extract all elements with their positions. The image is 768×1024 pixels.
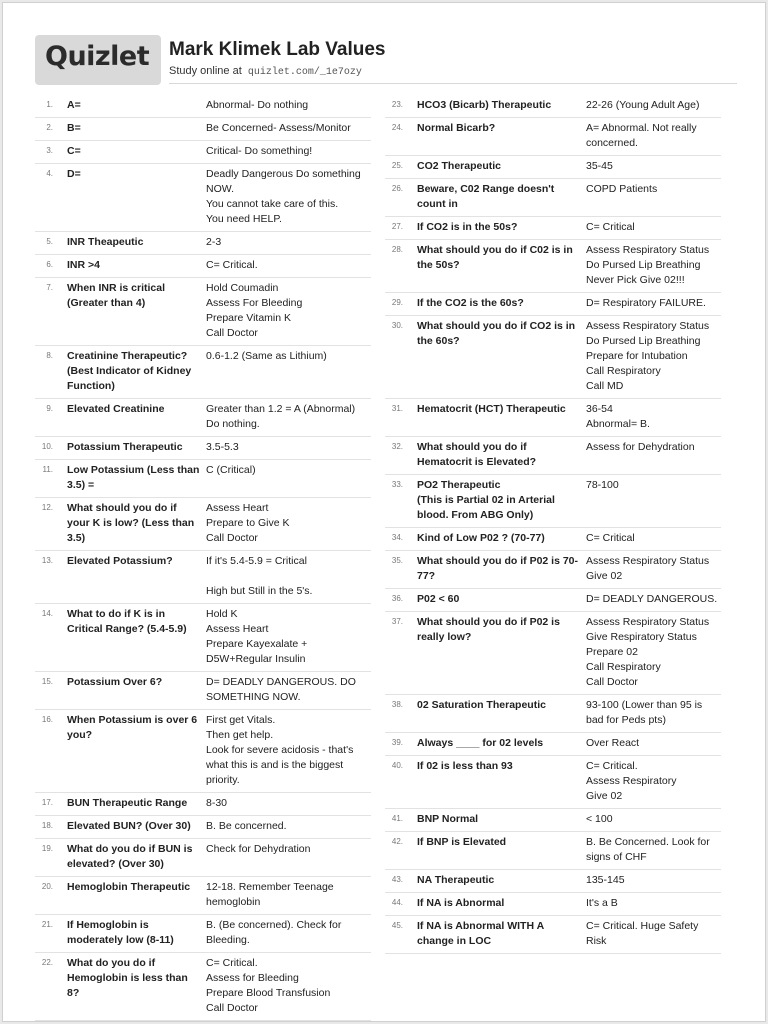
definition-text: 2-3: [206, 236, 222, 248]
term-text: What should you do if CO2 is in the 60s?: [417, 320, 576, 347]
term-text: Potassium Over 6?: [67, 676, 163, 688]
term-text: Potassium Therapeutic: [67, 441, 183, 453]
definition-text: Assess Respiratory Status Give 02: [586, 555, 710, 582]
definition-text: Critical- Do something!: [206, 145, 313, 157]
term-number: 17.: [41, 798, 53, 807]
study-url-link[interactable]: quizlet.com/_1e7ozy: [247, 67, 362, 78]
term-text: Kind of Low P02 ? (70-77): [417, 532, 545, 544]
term-row: [385, 217, 721, 240]
term-number: 4.: [46, 169, 53, 178]
term-number: 3.: [46, 146, 53, 155]
term-text: HCO3 (Bicarb) Therapeutic: [417, 99, 552, 111]
definition-text: Hold K Assess Heart Prepare Kayexalate + D5W+Regular Insulin: [206, 608, 308, 665]
term-text: What should you do if Hematocrit is Elevated?: [417, 441, 537, 468]
term-text: Hemoglobin Therapeutic: [67, 881, 191, 893]
term-row: [35, 399, 371, 437]
term-text: Creatinine Therapeutic? (Best Indicator of Kidney Function): [67, 350, 192, 392]
term-number: 6.: [46, 260, 53, 269]
term-text: What to do if K is in Critical Range? (5.4-5.9): [67, 608, 187, 635]
definition-text: A= Abnormal. Not really concerned.: [586, 122, 697, 149]
definition-text: C= Critical: [586, 532, 635, 544]
definition-text: 36-54 Abnormal= B.: [586, 403, 650, 430]
definition-text: < 100: [586, 813, 613, 825]
term-text: If Hemoglobin is moderately low (8-11): [67, 919, 174, 946]
definition-text: C= Critical: [586, 221, 635, 233]
term-text: Beware, C02 Range doesn't count in: [417, 183, 555, 210]
term-number: 32.: [391, 442, 403, 451]
term-text: 02 Saturation Therapeutic: [417, 699, 546, 711]
study-sheet: [2, 2, 766, 1022]
term-number: 29.: [391, 298, 403, 307]
term-row: [385, 916, 721, 954]
term-text: CO2 Therapeutic: [417, 160, 502, 172]
term-number: 33.: [391, 480, 403, 489]
term-row: [385, 551, 721, 589]
definition-text: If it's 5.4-5.9 = Critical High but Still in the 5's.: [206, 555, 313, 597]
term-row: [35, 118, 371, 141]
term-number: 25.: [391, 161, 403, 170]
term-row: [35, 915, 371, 953]
term-row: [385, 475, 721, 528]
term-text: When INR is critical (Greater than 4): [67, 282, 166, 309]
term-row: [385, 316, 721, 399]
term-number: 41.: [391, 814, 403, 823]
term-row: [35, 877, 371, 915]
term-text: NA Therapeutic: [417, 874, 495, 886]
term-row: [385, 589, 721, 612]
term-row: [385, 399, 721, 437]
term-row: [385, 156, 721, 179]
definition-text: B. Be Concerned. Look for signs of CHF: [586, 836, 710, 863]
subtitle: [169, 65, 362, 78]
term-number: 45.: [391, 921, 403, 930]
term-text: When Potassium is over 6 you?: [67, 714, 198, 741]
term-text: D=: [67, 168, 81, 180]
term-row: [385, 437, 721, 475]
term-text: What do you do if BUN is elevated? (Over 30): [67, 843, 193, 870]
definition-text: 78-100: [586, 479, 619, 491]
term-row: [385, 95, 721, 118]
subtitle-prefix: Study online at: [169, 65, 242, 77]
term-row: [35, 278, 371, 346]
term-number: 19.: [41, 844, 53, 853]
term-row: [35, 839, 371, 877]
definition-text: Hold Coumadin Assess For Bleeding Prepare Vitamin K Call Doctor: [206, 282, 303, 339]
definition-text: Assess Respiratory Status Give Respiratory Status Prepare 02 Call Respiratory Call Doctor: [586, 616, 710, 688]
term-number: 2.: [46, 123, 53, 132]
definition-text: 0.6-1.2 (Same as Lithium): [206, 350, 327, 362]
definition-text: Check for Dehydration: [206, 843, 311, 855]
term-number: 31.: [391, 404, 403, 413]
definition-text: 93-100 (Lower than 95 is bad for Peds pts): [586, 699, 703, 726]
term-number: 38.: [391, 700, 403, 709]
term-number: 30.: [391, 321, 403, 330]
term-text: What should you do if your K is low? (Less than 3.5): [67, 502, 195, 544]
term-row: [35, 498, 371, 551]
term-text: Elevated Potassium?: [67, 555, 173, 567]
term-text: INR Theapeutic: [67, 236, 144, 248]
definition-text: C (Critical): [206, 464, 256, 476]
definition-text: First get Vitals. Then get help. Look for severe acidosis - that's what this is and is the biggest priority.: [206, 714, 354, 786]
definition-text: C= Critical. Assess Respiratory Give 02: [586, 760, 677, 802]
term-text: Low Potassium (Less than 3.5) =: [67, 464, 200, 491]
term-row: [35, 793, 371, 816]
term-row: [35, 710, 371, 793]
definition-text: Assess for Dehydration: [586, 441, 695, 453]
definition-text: 35-45: [586, 160, 613, 172]
term-text: PO2 Therapeutic (This is Partial 02 in Arterial blood. From ABG Only): [417, 479, 555, 521]
term-number: 43.: [391, 875, 403, 884]
term-text: What should you do if P02 is really low?: [417, 616, 560, 643]
logo-text: Quizlet: [45, 41, 150, 72]
left-column: [35, 95, 371, 1021]
term-row: [385, 179, 721, 217]
term-number: 15.: [41, 677, 53, 686]
term-number: 18.: [41, 821, 53, 830]
term-text: If NA is Abnormal WITH A change in LOC: [417, 920, 544, 947]
term-number: 26.: [391, 184, 403, 193]
definition-text: 8-30: [206, 797, 228, 809]
term-row: [35, 953, 371, 1021]
term-number: 12.: [41, 503, 53, 512]
definition-text: C= Critical. Huge Safety Risk: [586, 920, 699, 947]
term-number: 11.: [42, 465, 53, 474]
term-text: BNP Normal: [417, 813, 479, 825]
term-row: [385, 293, 721, 316]
term-text: What should you do if P02 is 70-77?: [417, 555, 579, 582]
page-title: Mark Klimek Lab Values: [169, 39, 386, 60]
definition-text: Abnormal- Do nothing: [206, 99, 309, 111]
term-number: 22.: [41, 958, 53, 967]
definition-text: 3.5-5.3: [206, 441, 239, 453]
term-row: [385, 240, 721, 293]
term-row: [35, 672, 371, 710]
term-row: [35, 604, 371, 672]
definition-text: Assess Respiratory Status Do Pursed Lip Breathing Prepare for Intubation Call Respiratory Call MD: [586, 320, 710, 392]
term-number: 23.: [391, 100, 403, 109]
definition-text: Over React: [586, 737, 640, 749]
term-row: [35, 95, 371, 118]
term-row: [385, 893, 721, 916]
definition-text: C= Critical. Assess for Bleeding Prepare Blood Transfusion Call Doctor: [206, 957, 331, 1014]
term-text: BUN Therapeutic Range: [67, 797, 188, 809]
term-text: If BNP is Elevated: [417, 836, 507, 848]
definition-text: Assess Respiratory Status Do Pursed Lip Breathing Never Pick Give 02!!!: [586, 244, 710, 286]
term-text: C=: [67, 145, 81, 157]
term-row: [35, 346, 371, 399]
term-row: [35, 437, 371, 460]
term-text: What do you do if Hemoglobin is less than 8?: [67, 957, 188, 999]
term-text: Always ____ for 02 levels: [417, 737, 544, 749]
term-number: 27.: [391, 222, 403, 231]
term-number: 8.: [46, 351, 53, 360]
term-text: What should you do if C02 is in the 50s?: [417, 244, 573, 271]
term-text: If the CO2 is the 60s?: [417, 297, 524, 309]
definition-text: 12-18. Remember Teenage hemoglobin: [206, 881, 334, 908]
term-number: 37.: [391, 617, 403, 626]
term-row: [385, 756, 721, 809]
term-number: 9.: [46, 404, 53, 413]
definition-text: B. (Be concerned). Check for Bleeding.: [206, 919, 342, 946]
term-row: [385, 612, 721, 695]
term-row: [35, 232, 371, 255]
definition-text: D= DEADLY DANGEROUS. DO SOMETHING NOW.: [206, 676, 356, 703]
term-row: [385, 809, 721, 832]
term-row: [35, 255, 371, 278]
term-number: 35.: [391, 556, 403, 565]
term-text: Hematocrit (HCT) Therapeutic: [417, 403, 566, 415]
term-number: 13.: [41, 556, 53, 565]
term-row: [385, 733, 721, 756]
term-row: [35, 551, 371, 604]
term-row: [35, 141, 371, 164]
term-text: A=: [67, 99, 81, 111]
definition-text: D= Respiratory FAILURE.: [586, 297, 706, 309]
term-number: 5.: [46, 237, 53, 246]
term-number: 14.: [41, 609, 53, 618]
quizlet-logo[interactable]: [35, 35, 161, 85]
term-text: B=: [67, 122, 81, 134]
term-number: 10.: [41, 442, 53, 451]
definition-text: C= Critical.: [206, 259, 258, 271]
term-number: 44.: [391, 898, 403, 907]
term-row: [35, 460, 371, 498]
term-text: If NA is Abnormal: [417, 897, 505, 909]
right-column: [385, 95, 721, 954]
term-row: [385, 118, 721, 156]
term-number: 39.: [391, 738, 403, 747]
term-text: Elevated BUN? (Over 30): [67, 820, 191, 832]
term-number: 24.: [391, 123, 403, 132]
term-row: [385, 832, 721, 870]
term-row: [385, 870, 721, 893]
definition-text: 22-26 (Young Adult Age): [586, 99, 700, 111]
term-number: 7.: [46, 283, 53, 292]
term-number: 21.: [41, 920, 53, 929]
term-text: If 02 is less than 93: [417, 760, 513, 772]
term-row: [385, 695, 721, 733]
term-number: 20.: [41, 882, 53, 891]
term-number: 42.: [391, 837, 403, 846]
term-number: 34.: [391, 533, 403, 542]
definition-text: COPD Patients: [586, 183, 658, 195]
definition-text: Greater than 1.2 = A (Abnormal) Do nothing.: [206, 403, 356, 430]
definition-text: B. Be concerned.: [206, 820, 287, 832]
definition-text: D= DEADLY DANGEROUS.: [586, 593, 718, 605]
header-divider: [169, 83, 737, 84]
term-text: P02 < 60: [417, 593, 460, 605]
term-text: INR >4: [67, 259, 100, 271]
term-row: [35, 164, 371, 232]
definition-text: Deadly Dangerous Do something NOW. You cannot take care of this. You need HELP.: [206, 168, 361, 225]
term-number: 16.: [41, 715, 53, 724]
term-number: 40.: [391, 761, 403, 770]
term-number: 1.: [46, 100, 53, 109]
definition-text: Be Concerned- Assess/Monitor: [206, 122, 351, 134]
definition-text: It's a B: [586, 897, 618, 909]
term-text: Elevated Creatinine: [67, 403, 165, 415]
term-number: 28.: [391, 245, 403, 254]
term-text: If CO2 is in the 50s?: [417, 221, 518, 233]
term-text: Normal Bicarb?: [417, 122, 496, 134]
definition-text: Assess Heart Prepare to Give K Call Doctor: [206, 502, 290, 544]
term-row: [385, 528, 721, 551]
term-number: 36.: [391, 594, 403, 603]
definition-text: 135-145: [586, 874, 625, 886]
term-row: [35, 816, 371, 839]
